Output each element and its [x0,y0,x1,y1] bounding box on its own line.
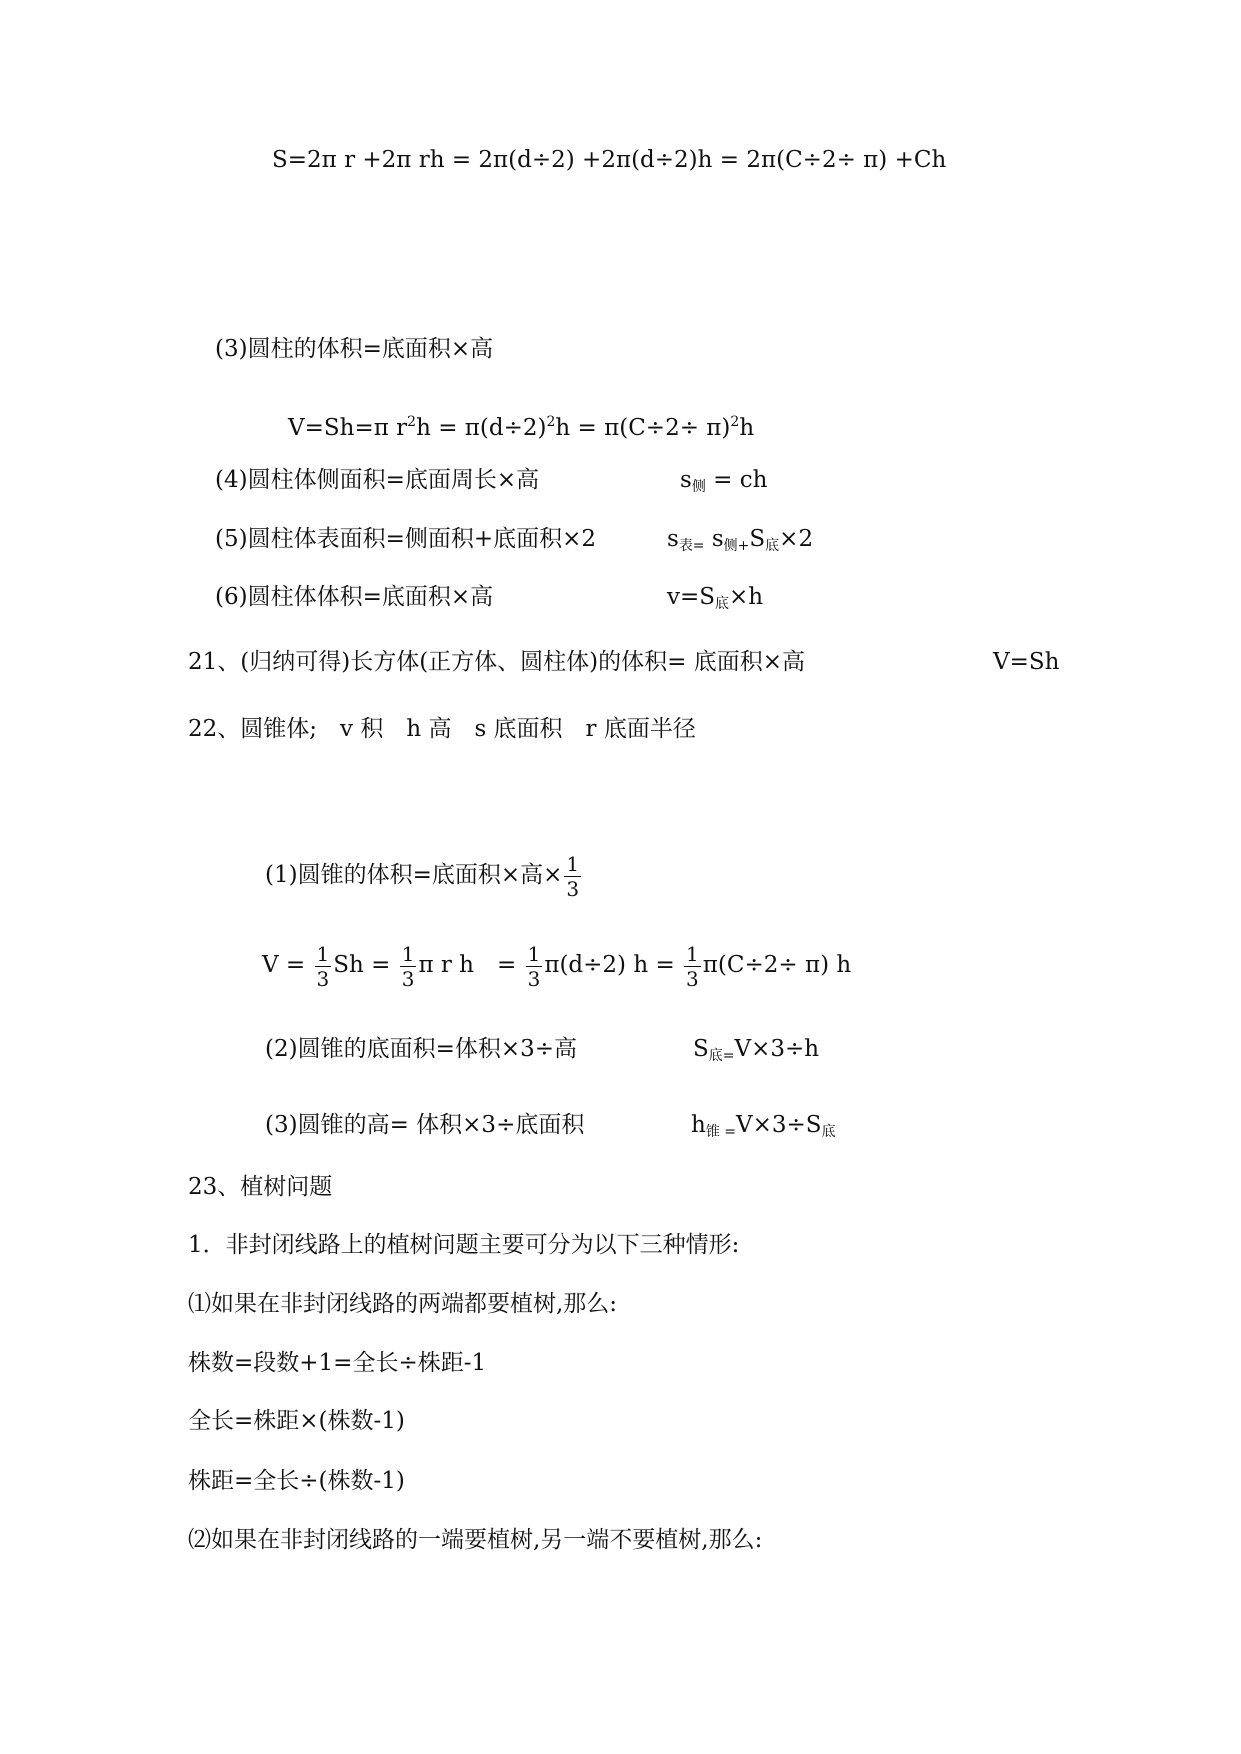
formula-symbol: v=S [667,584,716,610]
subscript: = [719,1124,737,1140]
fraction-numerator: 1 [401,941,415,966]
formula-rest: V×3÷h [734,1036,820,1062]
formula-text: 株距=全长÷(株数-1) [188,1468,405,1494]
rule-text: (2)圆锥的底面积=体积×3÷高 [265,1036,578,1062]
fraction-denominator: 3 [566,876,580,901]
heading-text: (1)圆锥的体积=底面积×高× [265,862,563,888]
subscript: 侧+ [723,538,750,554]
subscript: 锥 [705,1124,720,1140]
tree-formula-spacing [188,1466,405,1496]
formula-part: h = π(C÷2÷ π) [555,415,731,441]
formula-rest: V×3÷S [736,1112,822,1138]
formula-part: h = π(d÷2) [416,415,547,441]
formula-symbol: h [691,1112,706,1138]
rule-text: (3)圆锥的高= 体积×3÷底面积 [265,1112,585,1138]
cylinder-volume-heading [215,334,493,364]
cone-height-formula [691,1110,836,1147]
formula-part: π r h = [418,952,524,978]
paragraph-text: ⑴如果在非封闭线路的两端都要植树,那么: [188,1291,618,1317]
superscript: 2 [546,414,556,430]
formula-part: π(d÷2) h = [544,952,683,978]
formula-part: π(C÷2÷ π) h [702,952,852,978]
formula-part: V = [262,952,313,978]
fraction-numerator: 1 [686,941,699,966]
tree-formula-length [188,1406,405,1436]
tree-intro-line [188,1230,739,1260]
subscript: 表= [678,538,705,554]
formula-rest: ×h [729,584,764,610]
cone-base-area-line [265,1034,577,1064]
formula-text: 全长=株距×(株数-1) [188,1408,405,1434]
formula-symbol: s [704,526,724,552]
formula-rest: = ch [705,467,768,493]
fraction-numerator: 1 [527,941,541,966]
paragraph-text: 1．非封闭线路上的植树问题主要可分为以下三种情形: [188,1232,740,1258]
rule-text: (6)圆柱体体积=底面积×高 [215,584,494,610]
tree-case2-line [188,1525,762,1555]
item-text: 21、(归纳可得)长方体(正方体、圆柱体)的体积= 底面积×高 [188,649,806,675]
item-23-heading [188,1172,332,1202]
fraction-numerator: 1 [316,941,330,966]
subscript: 底 [715,596,730,612]
formula-rest: ×2 [779,526,814,552]
fraction-one-third [564,852,581,901]
formula-text: V=Sh [993,649,1060,675]
subscript: 底 [765,538,780,554]
fraction-one-third [684,942,701,991]
cone-base-area-formula [693,1034,819,1071]
item-22-line [188,714,696,744]
formula-text: S=2π r +2π rh = 2π(d÷2) +2π(d÷2)h = 2π(C÷2÷ π) +Ch [272,147,947,173]
formula-part: h [739,415,755,441]
formula-symbol: S [749,526,766,552]
cylinder-total-area-formula [667,524,813,561]
cone-volume-heading [265,845,583,905]
fraction-one-third [526,942,543,991]
item-21-formula [993,647,1059,677]
cone-height-line [265,1110,584,1140]
cone-volume-formula [262,935,851,995]
fraction-one-third [315,942,332,991]
cylinder-total-area-line [215,524,596,554]
heading-text: (3)圆柱的体积=底面积×高 [215,336,494,362]
fraction-denominator: 3 [686,966,699,991]
fraction-denominator: 3 [527,966,541,991]
item-text: 23、植树问题 [188,1174,333,1200]
cylinder-volume-rule-line [215,582,493,612]
cylinder-surface-formula [272,145,946,175]
fraction-numerator: 1 [566,851,580,876]
paragraph-text: ⑵如果在非封闭线路的一端要植树,另一端不要植树,那么: [188,1527,763,1553]
superscript: 2 [730,414,740,430]
tree-formula-count [188,1348,486,1378]
cylinder-volume-rule-formula [667,582,763,619]
fraction-denominator: 3 [401,966,415,991]
rule-text: (5)圆柱体表面积=侧面积+底面积×2 [215,526,597,552]
formula-part: V=Sh=π r [288,415,408,441]
cylinder-volume-formula [288,407,754,443]
formula-symbol: S [693,1036,709,1062]
fraction-denominator: 3 [316,966,330,991]
superscript: 2 [407,414,417,430]
formula-symbol: s [667,526,679,552]
cylinder-lateral-area-line [215,465,539,495]
item-text: 22、圆锥体; v 积 h 高 s 底面积 r 底面半径 [188,716,696,742]
subscript: 底 [821,1124,836,1140]
formula-part: Sh = [333,952,398,978]
tree-case1-line [188,1289,617,1319]
formula-text: 株数=段数+1=全长÷株距-1 [188,1350,487,1376]
fraction-one-third [400,942,417,991]
formula-symbol: s [680,467,692,493]
subscript: 底= [708,1048,735,1064]
subscript: 侧 [691,479,706,495]
cylinder-lateral-area-formula [680,465,767,502]
item-21-line [188,647,805,677]
rule-text: (4)圆柱体侧面积=底面周长×高 [215,467,540,493]
